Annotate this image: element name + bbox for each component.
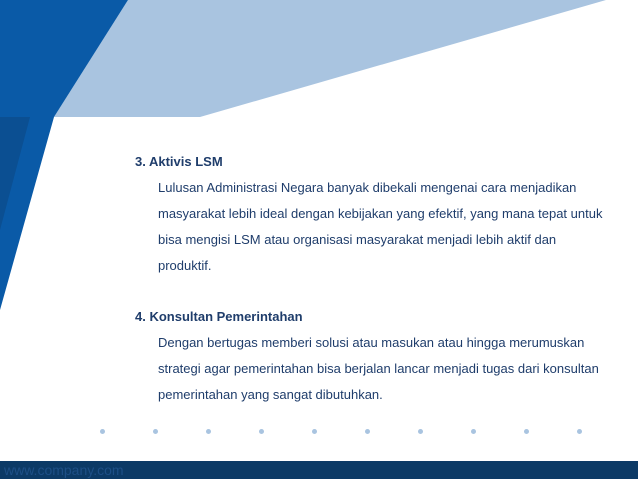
paragraph-line: pemerintahan yang sangat dibutuhkan. — [158, 387, 383, 402]
section-paragraph — [158, 175, 628, 279]
decorative-dot — [365, 429, 370, 434]
paragraph-line: masyarakat lebih ideal dengan kebijakan yang efektif, yang mana tepat untuk — [158, 206, 603, 221]
section-heading: 3. Aktivis LSM — [135, 154, 223, 169]
footer-bar — [0, 461, 638, 479]
light-blue-band — [54, 0, 606, 117]
decorative-dot — [206, 429, 211, 434]
paragraph-line: Dengan bertugas memberi solusi atau masukan atau hingga merumuskan — [158, 335, 585, 350]
decorative-dot — [312, 429, 317, 434]
decorative-dot — [524, 429, 529, 434]
footer-watermark: www.company.com — [4, 462, 124, 478]
paragraph-line: Lulusan Administrasi Negara banyak dibekali mengenai cara menjadikan — [158, 180, 577, 195]
section-paragraph — [158, 330, 628, 408]
decorative-dot — [153, 429, 158, 434]
section-heading: 4. Konsultan Pemerintahan — [135, 309, 303, 324]
paragraph-line: strategi agar pemerintahan bisa berjalan lancar menjadi tugas dari konsultan — [158, 361, 599, 376]
decorative-dot — [259, 429, 264, 434]
decorative-dot — [471, 429, 476, 434]
paragraph-line: produktif. — [158, 258, 212, 273]
decorative-dot — [418, 429, 423, 434]
paragraph-line: bisa mengisi LSM atau organisasi masyarakat menjadi lebih aktif dan — [158, 232, 557, 247]
decorative-dot — [577, 429, 582, 434]
decorative-dot — [100, 429, 105, 434]
decorative-dot-row — [0, 429, 638, 437]
